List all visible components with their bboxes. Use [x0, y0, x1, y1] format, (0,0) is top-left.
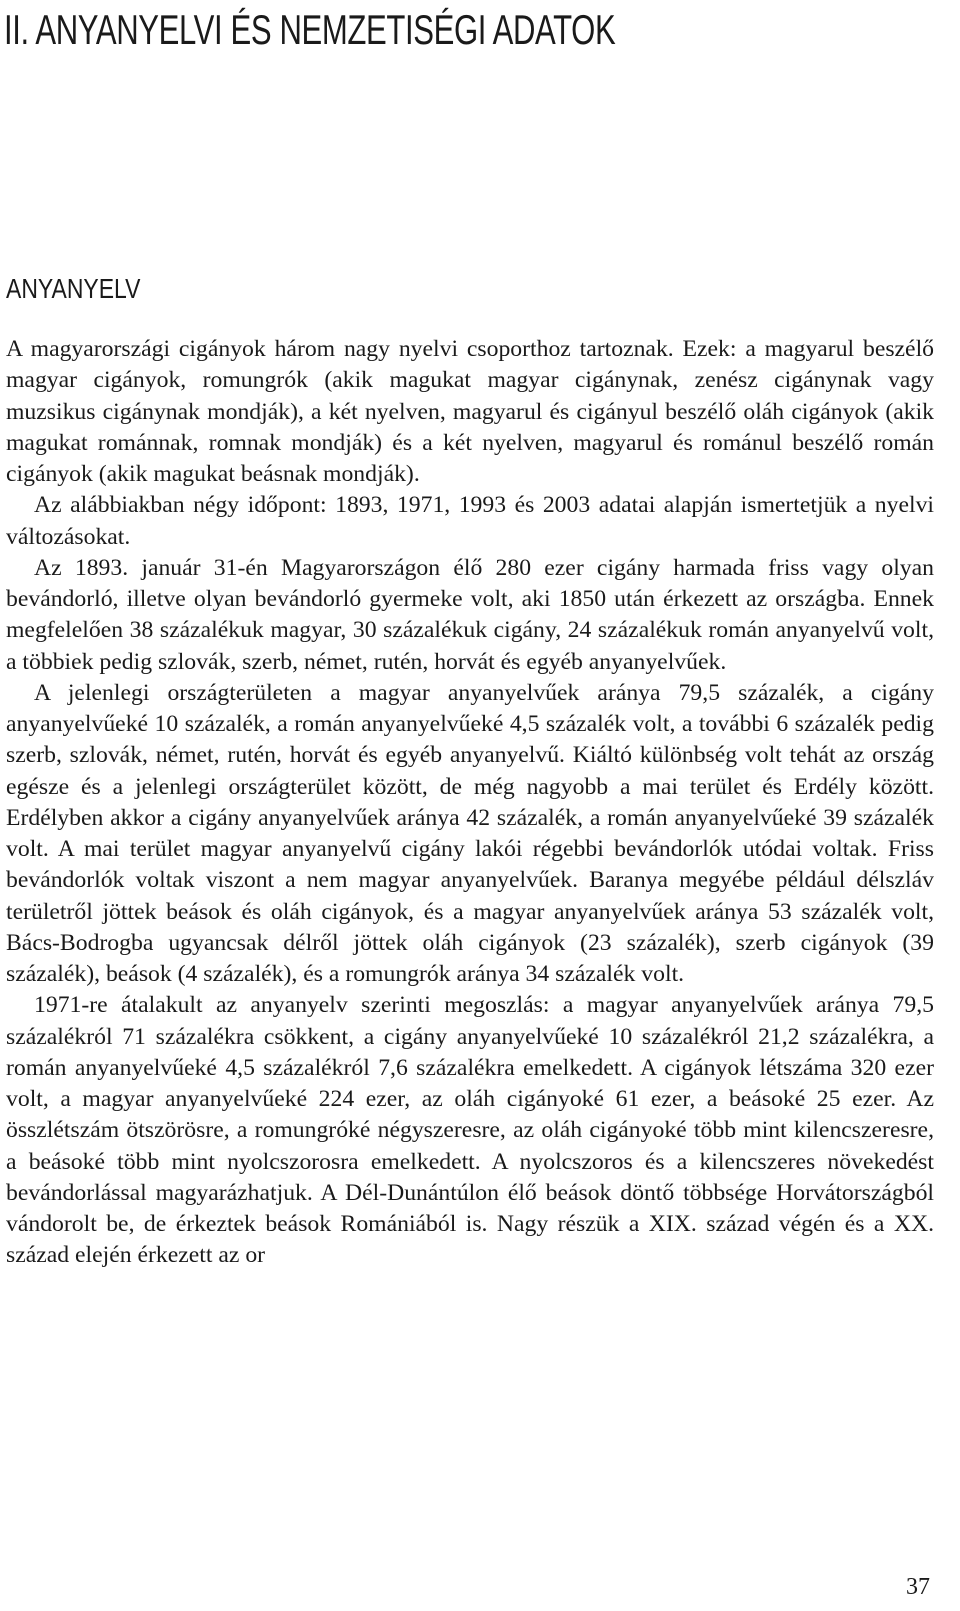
paragraph: A jelenlegi országterületen a magyar anyanyelvűek aránya 79,5 százalék, a cigány anyanyelvűeké 10 százalék, a román anyanyelvűeké 4,5 százalék volt, a további 6 százalék pedig szerb, szlovák, német, rutén, horvát és egyéb anyanyelvű. Kiáltó különbség volt tehát az ország egésze és a jelenlegi országterület között, de még nagyobb a mai terület és Erdély között. Erdélyben akkor a cigány anyanyelvűek aránya 42 százalék, a román anyanyelvűeké 39 százalék volt. A mai terület magyar anyanyelvű cigány lakói régebbi bevándorlók utódai voltak. Friss bevándorlók voltak viszont a nem magyar anyanyelvűek. Baranya megyébe például délszláv területről jöttek beások és oláh cigányok, és a magyar anyanyelvűek aránya 53 százalék volt, Bács-Bodrogba ugyancsak délről jöttek oláh cigányok (23 százalék), szerb cigányok (39 százalék), beások (4 százalék), és a romungrók aránya 34 százalék volt. [6, 679, 934, 987]
chapter-title: II. ANYANYELVI ÉS NEMZETISÉGI ADATOK [4, 6, 616, 53]
body-text [6, 334, 934, 1272]
section-heading: ANYANYELV [6, 273, 141, 304]
page-number: 37 [906, 1574, 930, 1600]
paragraph: Az 1893. január 31-én Magyarországon élő 280 ezer cigány harmada friss vagy olyan bevándorló, illetve olyan bevándorló gyermeke volt, aki 1850 után érkezett az országba. Ennek megfelelően 38 százalékuk magyar, 30 százalékuk cigány, 24 százalékuk román anyanyelvű volt, a többiek pedig szlovák, szerb, német, rutén, horvát és egyéb anyanyelvűek. [6, 554, 934, 675]
paragraph: 1971-re átalakult az anyanyelv szerinti megoszlás: a magyar anyanyelvűek aránya 79,5 százalékról 71 százalékra csökkent, a cigány anyanyelvűeké 10 százalékról 21,2 százalékra, a román anyanyelvűeké 4,5 százalékról 7,6 százalékra emelkedett. A cigányok létszáma 320 ezer volt, a magyar anyanyelvűeké 224 ezer, az oláh cigányoké 61 ezer, a beásoké 25 ezer. Az összlétszám ötszörösre, a romungróké négyszeresre, az oláh cigányoké több mint kilencszeresre, a beásoké több mint nyolcszorosra emelkedett. A nyolcszoros és a kilencszeres növekedést bevándorlással magyarázhatjuk. A Dél-Dunántúlon élő beások döntő többsége Horvátországból vándorolt be, de érkeztek beások Romániából is. Nagy részük a XIX. század végén és a XX. század elején érkezett az or [6, 992, 934, 1269]
paragraph: A magyarországi cigányok három nagy nyelvi csoporthoz tartoznak. Ezek: a magyarul beszélő magyar cigányok, romungrók (akik magukat magyar cigánynak, zenész cigánynak vagy muzsikus cigánynak mondják), a két nyelven, magyarul és cigányul beszélő oláh cigányok (akik magukat románnak, romnak mondják) és a két nyelven, magyarul és románul beszélő román cigányok (akik magukat beásnak mondják). [6, 336, 934, 487]
paragraph: Az alábbiakban négy időpont: 1893, 1971, 1993 és 2003 adatai alapján ismertetjük a nyelvi változásokat. [6, 492, 934, 550]
